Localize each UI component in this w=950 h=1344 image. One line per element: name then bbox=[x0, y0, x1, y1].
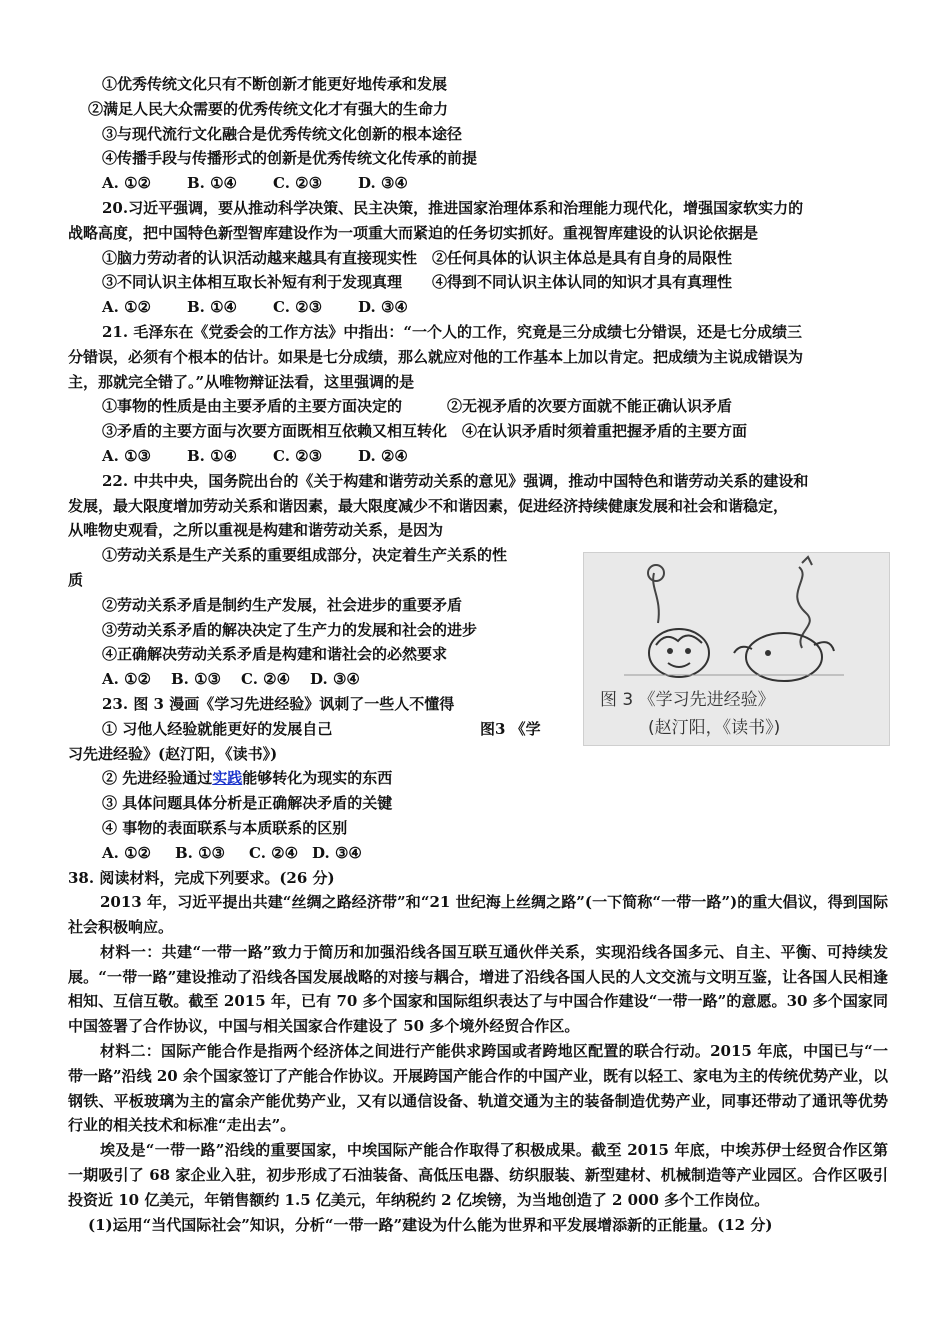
q20-options-12: ①脑力劳动者的认识活动越来越具有直接现实性 ②任何具体的认识主体总是具有自身的局限性 bbox=[102, 248, 733, 267]
q22-q23-left-column bbox=[68, 543, 558, 865]
q19-option-3: ③与现代流行文化融合是优秀传统文化创新的根本途径 bbox=[102, 124, 463, 143]
q19-option-4: ④传播手段与传播形式的创新是优秀传统文化传承的前提 bbox=[102, 149, 478, 168]
q38-subquestion-1: (1)运用“当代国际社会”知识，分析“一带一路”建设为什么能为世界和平发展增添新的正能量。(12 分) bbox=[88, 1215, 773, 1234]
q22-option-1-cont: 质 bbox=[68, 570, 84, 589]
answer-a: A. ①② bbox=[102, 670, 151, 689]
q20-stem-line2: 战略高度，把中国特色新型智库建设作为一项重大而紧迫的任务切实抓好。重视智库建设的认识论依据是 bbox=[68, 223, 759, 242]
q38-intro: 2013 年，习近平提出共建“丝绸之路经济带”和“21 世纪海上丝绸之路”(一下简称“一带一路”)的重大倡议，得到国际社会积极响应。 bbox=[68, 893, 888, 937]
q21-stem-line2: 分错误，必须有个根本的估计。如果是七分成绩，那么就应对他的工作基本上加以肯定。把成绩为主说成错误为 bbox=[68, 347, 804, 366]
answer-c: C. ②④ bbox=[241, 670, 291, 689]
answer-d: D. ③④ bbox=[310, 670, 360, 689]
q22-stem-line2: 发展，最大限度增加劳动关系和谐因素，最大限度减少不和谐因素，促进经济持续健康发展和社会和谐稳定， bbox=[68, 496, 789, 515]
q19-option-2: ②满足人民大众需要的优秀传统文化才有强大的生命力 bbox=[88, 99, 449, 118]
answer-b: B. ①④ bbox=[186, 174, 238, 193]
q19-option-1: ①优秀传统文化只有不断创新才能更好地传承和发展 bbox=[102, 75, 448, 93]
answer-d: D. ③④ bbox=[358, 174, 408, 193]
q38-material-2: 材料二：国际产能合作是指两个经济体之间进行产能供求跨国或者跨地区配置的联合行动。2015 年底，中国已与“一带一路”沿线 20 余个国家签订了产能合作协议。开展跨国产能合作的中国产业，既有以轻工、家电为主的传统优势产业，以钢铁、平板玻璃为主的富余产能优势产业，又有以通信设备、轨道交通为主的装备制造优势产业，同事还带动了通讯等优势行业的相关技术和标准“走出去”。 bbox=[68, 1042, 888, 1135]
figure-caption: 图 3 《学习先进经验》 bbox=[600, 690, 775, 710]
answer-c: C. ②③ bbox=[273, 446, 323, 465]
q38-material-1: 材料一：共建“一带一路”致力于简历和加强沿线各国互联互通伙伴关系，实现沿线各国多元、自主、平衡、可持续发展。“一带一路”建设推动了沿线各国发展战略的对接与耦合，增进了沿线各国人民的人文交流与文明互鉴，让各国人民相逢相知、互信互敬。截至 2015 年，已有 70 多个国家和国际组织表达了与中国合作建设“一带一路”的意愿。30 多个国家同中国签署了合作协议，中国与相关国家合作建设了 50 多个境外经贸合作区。 bbox=[68, 942, 888, 1036]
figure-caption-source: (赵汀阳，《读书》) bbox=[648, 718, 781, 738]
answer-b: B. ①④ bbox=[186, 446, 238, 465]
q22-option-3: ③劳动关系矛盾的解决决定了生产力的发展和社会的进步 bbox=[102, 620, 478, 639]
q22-option-2: ②劳动关系矛盾是制约生产发展，社会进步的重要矛盾 bbox=[102, 595, 463, 614]
cartoon-figure bbox=[583, 552, 890, 746]
q23-option-2-post: 能够转化为现实的东西 bbox=[242, 769, 393, 788]
answer-c: C. ②③ bbox=[273, 174, 323, 193]
answer-a: A. ①② bbox=[102, 174, 151, 193]
q22-stem-line3: 从唯物史观看，之所以重视是构建和谐劳动关系，是因为 bbox=[68, 521, 444, 540]
q23-figure-ref: 图3 《学 bbox=[480, 719, 541, 738]
q22-option-4: ④正确解决劳动关系矛盾是构建和谐社会的必然要求 bbox=[102, 645, 448, 664]
q23-option-3: ③ 具体问题具体分析是正确解决矛盾的关键 bbox=[102, 794, 393, 813]
q23-option-2-pre: ② 先进经验通过 bbox=[102, 769, 213, 788]
answer-a: A. ①② bbox=[102, 843, 151, 862]
q23-answers bbox=[68, 841, 558, 866]
answer-c: C. ②③ bbox=[273, 298, 323, 317]
q23-option-1: ① 习他人经验就能更好的发展自己 bbox=[102, 719, 333, 738]
answer-a: A. ①② bbox=[102, 298, 151, 317]
q22-answers bbox=[68, 667, 558, 692]
q23-option-1-line bbox=[68, 717, 558, 742]
answer-d: D. ③④ bbox=[312, 843, 362, 862]
answer-d: D. ③④ bbox=[358, 298, 408, 317]
answer-d: D. ②④ bbox=[358, 446, 408, 465]
q19-answers bbox=[68, 171, 888, 196]
answer-c: C. ②④ bbox=[249, 843, 299, 862]
answer-b: B. ①④ bbox=[186, 298, 238, 317]
q23-stem: 23. 图 3 漫画《学习先进经验》讽刺了一些人不懂得 bbox=[102, 694, 455, 713]
q20-stem-line1: 20.习近平强调，要从推动科学决策、民主决策，推进国家治理体系和治理能力现代化，增强国家软实力的 bbox=[102, 198, 804, 217]
answer-b: B. ①③ bbox=[170, 670, 222, 689]
q23-figure-ref-cont: 习先进经验》(赵汀阳，《读书》) bbox=[68, 744, 278, 763]
q38-material-2-egypt: 埃及是“一带一路”沿线的重要国家，中埃国际产能合作取得了积极成果。截至 2015 年底，中埃苏伊士经贸合作区第一期吸引了 68 家企业入驻，初步形成了石油装备、高低压电器、纺织服装、新型建材、机械制造等产业园区。合作区吸引投资近 10 亿美元，年销售额约 1.5 亿美元，年纳税约 2 亿埃镑，为当地创造了 2 000 多个工作岗位。 bbox=[68, 1141, 888, 1209]
q21-options-12: ①事物的性质是由主要矛盾的主要方面决定的 ②无视矛盾的次要方面就不能正确认识矛盾 bbox=[102, 397, 733, 416]
q21-stem-line3: 主，那就完全错了。”从唯物辩证法看，这里强调的是 bbox=[68, 372, 415, 391]
q21-options-34: ③矛盾的主要方面与次要方面既相互依赖又相互转化 ④在认识矛盾时须着重把握矛盾的主要方面 bbox=[102, 422, 748, 441]
q23-option-2 bbox=[68, 766, 558, 791]
answer-a: A. ①③ bbox=[102, 446, 151, 465]
practice-link[interactable]: 实践 bbox=[212, 769, 243, 788]
answer-b: B. ①③ bbox=[174, 843, 226, 862]
q21-answers bbox=[68, 444, 888, 469]
q23-option-4: ④ 事物的表面联系与本质联系的区别 bbox=[102, 818, 348, 837]
q22-stem-line1: 22. 中共中央，国务院出台的《关于构建和谐劳动关系的意见》强调，推动中国特色和谐劳动关系的建设和 bbox=[102, 471, 809, 490]
q21-stem-line1: 21. 毛泽东在《党委会的工作方法》中指出：“一个人的工作，究竟是三分成绩七分错误，还是七分成绩三 bbox=[102, 322, 802, 341]
q22-option-1: ①劳动关系是生产关系的重要组成部分，决定着生产关系的性 bbox=[102, 546, 508, 565]
q20-answers bbox=[68, 295, 888, 320]
q38-title: 38. 阅读材料，完成下列要求。(26 分) bbox=[68, 868, 335, 887]
q20-options-34: ③不同认识主体相互取长补短有利于发现真理 ④得到不同认识主体认同的知识才具有真理性 bbox=[102, 273, 733, 292]
